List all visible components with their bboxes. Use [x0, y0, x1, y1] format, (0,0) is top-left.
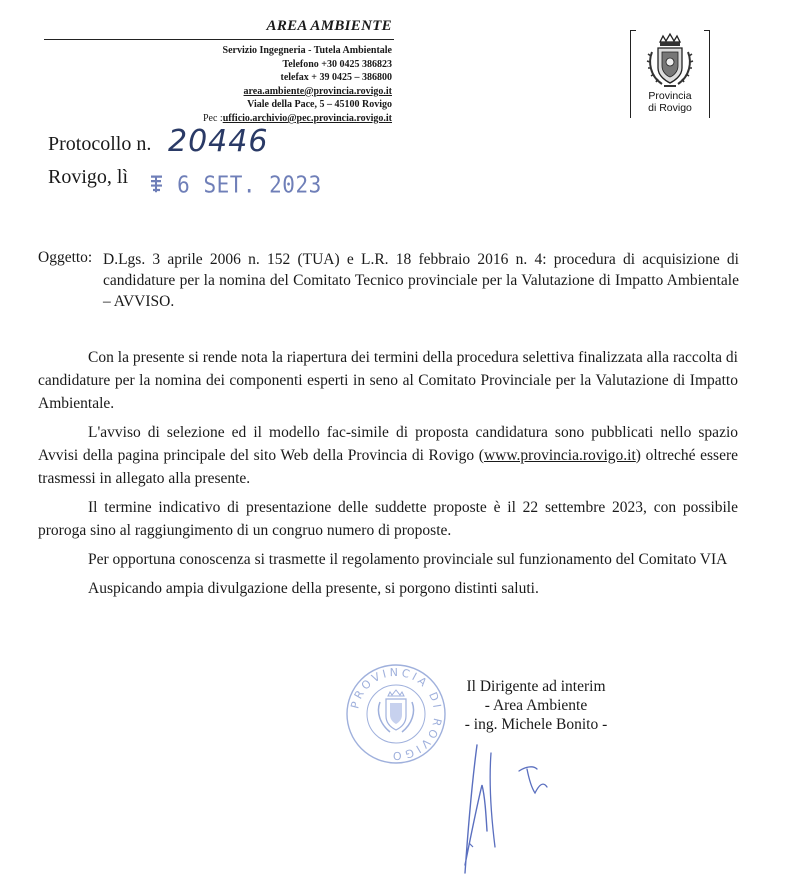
- signer-name: - ing. Michele Bonito -: [464, 716, 608, 733]
- subject-label: Oggetto:: [38, 249, 93, 266]
- website-link[interactable]: www.provincia.rovigo.it: [483, 447, 636, 464]
- pec-link[interactable]: ufficio.archivio@pec.provincia.rovigo.it: [222, 112, 392, 124]
- protocol-label: Protocollo n.: [48, 133, 152, 155]
- province-logo: [630, 30, 710, 120]
- header-rule: [44, 39, 394, 40]
- header-contact-block: [150, 44, 392, 126]
- paragraph-2-end: ) oltreché essere trasmessi in allegato alla presente.: [38, 447, 738, 487]
- phone-line: Telefono +30 0425 386823: [282, 58, 392, 70]
- place-label: Rovigo, lì: [48, 166, 129, 188]
- handwritten-signature: [455, 735, 565, 880]
- stamp-crest-icon: [378, 690, 413, 732]
- subject-text: D.Lgs. 3 aprile 2006 n. 152 (TUA) e L.R. 18 febbraio 2016 n. 4: procedura di acquisizione di candidature per la nomina del Comitato Tecnico provinciale per la Valutazione di Impatto Ambientale – AVVISO.: [103, 251, 739, 310]
- signature-block: [446, 677, 626, 734]
- signer-role: Il Dirigente ad interim: [466, 678, 606, 695]
- address-line: Viale della Pace, 5 – 45100 Rovigo: [247, 99, 392, 111]
- pec-label: Pec :: [202, 112, 223, 124]
- date-stamp: [150, 171, 322, 198]
- paragraph-4: Per opportuna conoscenza si trasmette il regolamento provinciale sul funzionamento del Comitato VIA: [88, 551, 728, 568]
- stamp-mark-icon: [150, 174, 164, 194]
- stamp-ring-text: PROVINCIA DI ROVIGO: [348, 665, 445, 763]
- paragraph-1: Con la presente si rende nota la riapertura dei termini della procedura selettiva finalizzata alla raccolta di candidature per la nomina dei componenti esperti in seno al Comitato Provinciale per la Valutazione di Impatto Ambientale.: [38, 349, 738, 412]
- logo-line-1: Provincia: [648, 90, 692, 102]
- date-stamp-text: 6 SET. 2023: [177, 171, 322, 198]
- fax-line: telefax + 39 0425 – 386800: [280, 72, 392, 84]
- paragraph-5: Auspicando ampia divulgazione della presente, si porgono distinti saluti.: [88, 580, 539, 597]
- service-line: Servizio Ingegneria - Tutela Ambientale: [222, 45, 392, 56]
- paragraph-2: [38, 421, 738, 490]
- paragraph-3: Il termine indicativo di presentazione delle suddette proposte è il 22 settembre 2023, con possibile proroga sino al raggiungimento di un congruo numero di proposte.: [38, 499, 738, 539]
- email-link[interactable]: area.ambiente@provincia.rovigo.it: [243, 85, 392, 97]
- logo-line-2: di Rovigo: [648, 102, 692, 114]
- letter-body: [38, 346, 738, 606]
- paragraph-2-start: L'avviso di selezione ed il modello fac-simile di proposta candidatura sono pubblicati nello spazio Avvisi della pagina principale del sito Web della Provincia di Rovigo (: [38, 424, 738, 464]
- protocol-number: 20446: [168, 124, 269, 159]
- official-round-stamp: [344, 662, 448, 766]
- signer-area: - Area Ambiente: [484, 697, 588, 714]
- provincia-rovigo-crest-icon: [644, 32, 696, 90]
- area-title: AREA AMBIENTE: [266, 18, 392, 34]
